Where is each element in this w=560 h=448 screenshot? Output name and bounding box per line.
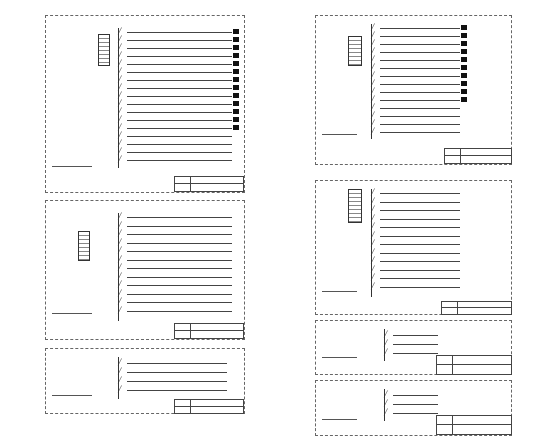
feeder-wire xyxy=(380,28,460,29)
breaker-icon: ╱ xyxy=(118,76,122,83)
feeder-wire xyxy=(127,285,232,286)
load-block-icon xyxy=(461,65,467,70)
breaker-icon: ╱ xyxy=(371,88,375,95)
panel-2-meter xyxy=(78,231,90,261)
breaker-icon: ╱ xyxy=(118,386,122,393)
feeder-wire xyxy=(127,152,232,153)
feeder-wire xyxy=(380,227,460,228)
load-block-icon xyxy=(461,57,467,62)
breaker-icon: ╱ xyxy=(118,255,122,263)
feeder-wire xyxy=(127,243,232,244)
panel-1-footer xyxy=(52,166,92,168)
breaker-icon: ╱ xyxy=(118,298,122,305)
feeder-wire xyxy=(380,60,460,61)
feeder-wire xyxy=(380,52,460,53)
feeder-wire xyxy=(380,132,460,133)
breaker-icon: ╱ xyxy=(371,265,375,273)
panel-4-footer xyxy=(322,134,357,136)
breaker-icon: ╱ xyxy=(371,257,375,264)
load-block-icon xyxy=(233,93,239,98)
feeder-wire xyxy=(127,311,232,312)
breaker-icon: ╱ xyxy=(118,148,122,155)
breaker-icon: ╱ xyxy=(118,140,122,147)
feeder-wire xyxy=(380,36,460,37)
breaker-icon: ╱ xyxy=(118,221,122,229)
breaker-icon: ╱ xyxy=(384,349,388,356)
feeder-wire xyxy=(380,278,460,279)
load-block-icon xyxy=(233,69,239,74)
breaker-icon: ╱ xyxy=(118,281,122,288)
panel-7-title-block xyxy=(436,415,512,435)
distribution-panel-2 xyxy=(45,200,245,340)
breaker-icon: ╱ xyxy=(371,128,375,135)
breaker-icon: ╱ xyxy=(371,56,375,63)
distribution-panel-1 xyxy=(45,15,245,193)
feeder-wire xyxy=(127,251,232,252)
breaker-icon: ╱ xyxy=(371,32,375,39)
panel-4-meter xyxy=(348,36,362,66)
load-block-icon xyxy=(461,89,467,94)
feeder-wire xyxy=(380,253,460,254)
breaker-icon: ╱ xyxy=(118,230,122,237)
breaker-icon: ╱ xyxy=(118,52,122,59)
load-block-icon xyxy=(461,97,467,102)
feeder-wire xyxy=(127,217,232,218)
feeder-wire xyxy=(380,108,460,109)
feeder-wire xyxy=(127,72,232,73)
breaker-icon: ╱ xyxy=(118,84,122,91)
feeder-wire xyxy=(380,124,460,125)
breaker-icon: ╱ xyxy=(118,272,122,280)
breaker-icon: ╱ xyxy=(118,44,122,51)
feeder-wire xyxy=(380,116,460,117)
breaker-icon: ╱ xyxy=(371,206,375,213)
panel-4-title-block xyxy=(444,148,512,164)
breaker-icon: ╱ xyxy=(371,24,375,31)
panel-2-footer xyxy=(52,313,92,315)
load-block-icon xyxy=(461,73,467,78)
panel-1-title-block xyxy=(174,176,244,192)
load-block-icon xyxy=(233,29,239,34)
panel-5-footer xyxy=(322,291,357,293)
breaker-icon: ╱ xyxy=(118,247,122,254)
feeder-wire xyxy=(127,120,232,121)
breaker-icon: ╱ xyxy=(371,274,375,281)
feeder-wire xyxy=(127,277,232,278)
breaker-icon: ╱ xyxy=(371,80,375,87)
feeder-wire xyxy=(127,56,232,57)
breaker-icon: ╱ xyxy=(118,306,122,314)
breaker-icon: ╱ xyxy=(118,359,122,366)
feeder-wire xyxy=(127,381,227,382)
feeder-wire xyxy=(127,160,232,161)
feeder-wire xyxy=(393,395,438,396)
feeder-wire xyxy=(127,112,232,113)
load-block-icon xyxy=(233,85,239,90)
feeder-wire xyxy=(127,390,227,391)
feeder-wire xyxy=(127,372,227,373)
load-block-icon xyxy=(233,45,239,50)
breaker-icon: ╱ xyxy=(118,92,122,99)
breaker-icon: ╱ xyxy=(371,40,375,47)
breaker-icon: ╱ xyxy=(118,238,122,246)
breaker-icon: ╱ xyxy=(118,368,122,375)
breaker-icon: ╱ xyxy=(118,132,122,139)
breaker-icon: ╱ xyxy=(371,120,375,127)
feeder-wire xyxy=(127,268,232,269)
breaker-icon: ╱ xyxy=(118,213,122,220)
breaker-icon: ╱ xyxy=(118,28,122,35)
load-block-icon xyxy=(233,109,239,114)
feeder-wire xyxy=(380,76,460,77)
distribution-panel-7 xyxy=(315,380,512,436)
breaker-icon: ╱ xyxy=(118,36,122,43)
feeder-wire xyxy=(127,144,232,145)
breaker-icon: ╱ xyxy=(371,189,375,196)
load-block-icon xyxy=(233,61,239,66)
feeder-wire xyxy=(380,244,460,245)
feeder-wire xyxy=(127,48,232,49)
feeder-wire xyxy=(127,363,227,364)
feeder-wire xyxy=(127,260,232,261)
load-block-icon xyxy=(233,77,239,82)
load-block-icon xyxy=(461,33,467,38)
distribution-panel-4 xyxy=(315,15,512,165)
breaker-icon: ╱ xyxy=(384,391,388,398)
feeder-wire xyxy=(380,44,460,45)
breaker-icon: ╱ xyxy=(384,409,388,416)
feeder-wire xyxy=(380,210,460,211)
load-block-icon xyxy=(233,101,239,106)
breaker-icon: ╱ xyxy=(384,400,388,407)
feeder-wire xyxy=(393,344,438,345)
feeder-wire xyxy=(127,294,232,295)
feeder-wire xyxy=(393,404,438,405)
breaker-icon: ╱ xyxy=(371,231,375,239)
panel-5-meter xyxy=(348,189,362,223)
load-block-icon xyxy=(461,25,467,30)
breaker-icon: ╱ xyxy=(371,223,375,230)
feeder-wire xyxy=(393,413,438,414)
load-block-icon xyxy=(233,117,239,122)
load-block-icon xyxy=(461,49,467,54)
distribution-panel-3 xyxy=(45,348,245,414)
breaker-icon: ╱ xyxy=(118,156,122,163)
feeder-wire xyxy=(127,64,232,65)
load-block-icon xyxy=(233,53,239,58)
breaker-icon: ╱ xyxy=(384,340,388,347)
breaker-icon: ╱ xyxy=(118,108,122,115)
feeder-wire xyxy=(127,136,232,137)
breaker-icon: ╱ xyxy=(118,377,122,384)
feeder-wire xyxy=(380,193,460,194)
breaker-icon: ╱ xyxy=(371,104,375,111)
panel-3-footer xyxy=(52,395,92,397)
breaker-icon: ╱ xyxy=(371,72,375,79)
feeder-wire xyxy=(380,236,460,237)
feeder-wire xyxy=(127,234,232,235)
feeder-wire xyxy=(380,68,460,69)
feeder-wire xyxy=(127,226,232,227)
feeder-wire xyxy=(127,88,232,89)
breaker-icon: ╱ xyxy=(371,96,375,103)
breaker-icon: ╱ xyxy=(118,124,122,131)
load-block-icon xyxy=(233,37,239,42)
breaker-icon: ╱ xyxy=(118,100,122,107)
panel-6-footer xyxy=(322,357,357,359)
breaker-icon: ╱ xyxy=(118,264,122,271)
feeder-wire xyxy=(380,202,460,203)
load-block-icon xyxy=(461,41,467,46)
feeder-wire xyxy=(127,302,232,303)
breaker-icon: ╱ xyxy=(384,331,388,338)
feeder-wire xyxy=(127,128,232,129)
distribution-panel-5 xyxy=(315,180,512,315)
feeder-wire xyxy=(127,40,232,41)
load-block-icon xyxy=(233,125,239,130)
panel-3-title-block xyxy=(174,399,244,414)
panel-6-title-block xyxy=(436,355,512,375)
feeder-wire xyxy=(380,219,460,220)
breaker-icon: ╱ xyxy=(371,112,375,119)
panel-2-title-block xyxy=(174,323,244,339)
feeder-wire xyxy=(127,32,232,33)
feeder-wire xyxy=(380,84,460,85)
load-block-icon xyxy=(461,81,467,86)
feeder-wire xyxy=(127,96,232,97)
feeder-wire xyxy=(380,270,460,271)
breaker-icon: ╱ xyxy=(371,64,375,71)
breaker-icon: ╱ xyxy=(371,248,375,256)
panel-5-title-block xyxy=(441,301,512,315)
breaker-icon: ╱ xyxy=(371,214,375,222)
feeder-wire xyxy=(393,353,438,354)
breaker-icon: ╱ xyxy=(118,289,122,297)
breaker-icon: ╱ xyxy=(118,116,122,123)
feeder-wire xyxy=(127,80,232,81)
feeder-wire xyxy=(380,100,460,101)
feeder-wire xyxy=(393,335,438,336)
panel-1-meter xyxy=(98,34,110,66)
feeder-wire xyxy=(380,261,460,262)
breaker-icon: ╱ xyxy=(118,60,122,67)
breaker-icon: ╱ xyxy=(371,240,375,247)
breaker-icon: ╱ xyxy=(118,68,122,75)
feeder-wire xyxy=(127,104,232,105)
breaker-icon: ╱ xyxy=(371,48,375,55)
panel-7-footer xyxy=(322,419,357,421)
distribution-panel-6 xyxy=(315,320,512,375)
breaker-icon: ╱ xyxy=(371,282,375,290)
feeder-wire xyxy=(380,92,460,93)
feeder-wire xyxy=(380,287,460,288)
breaker-icon: ╱ xyxy=(371,197,375,205)
